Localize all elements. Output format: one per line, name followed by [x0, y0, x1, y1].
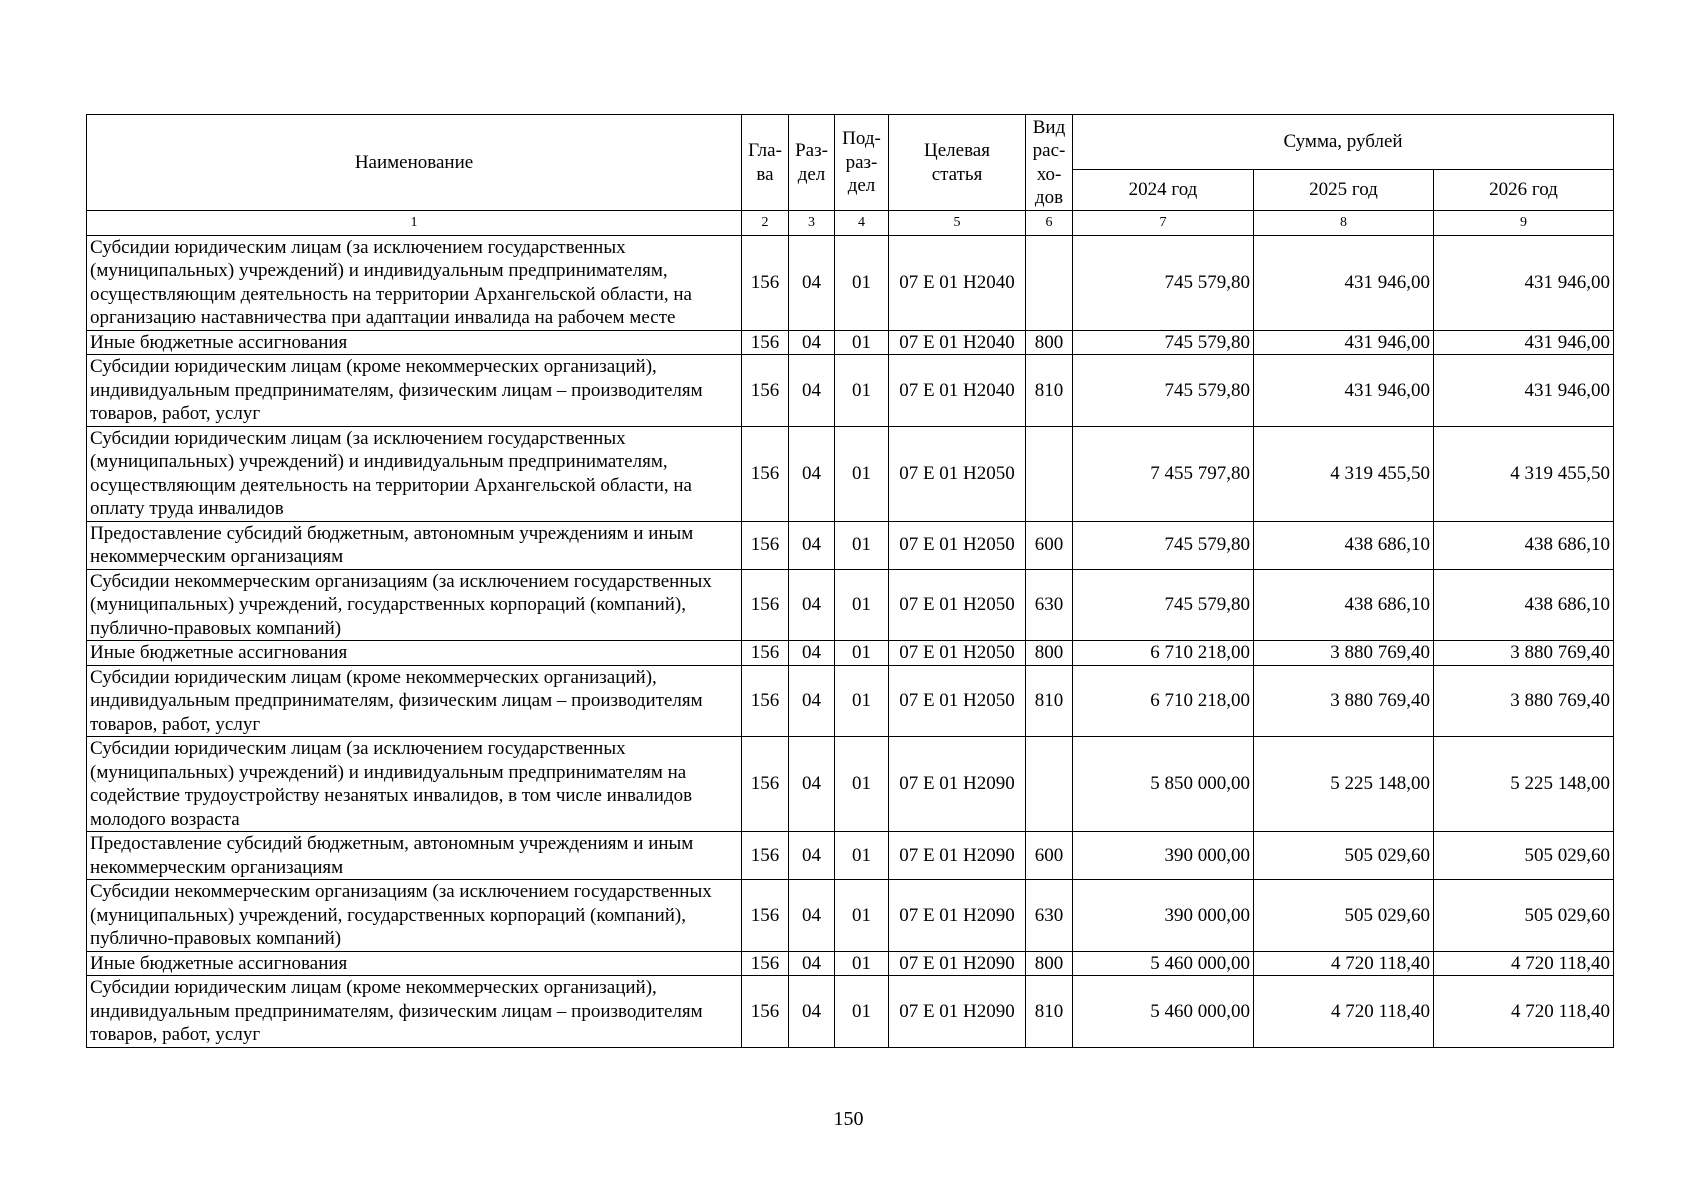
row-amount-2026: 4 720 118,40	[1434, 951, 1614, 976]
row-vid: 800	[1026, 330, 1073, 355]
column-number: 4	[835, 211, 889, 236]
row-name: Предоставление субсидий бюджетным, автономным учреждениям и иным некоммерческим организациям	[87, 521, 742, 569]
row-amount-2025: 431 946,00	[1254, 355, 1434, 427]
row-amount-2024: 390 000,00	[1073, 832, 1254, 880]
header-razdel: Раз- дел	[789, 115, 835, 211]
header-podrazdel: Под- раз- дел	[835, 115, 889, 211]
row-amount-2026: 431 946,00	[1434, 355, 1614, 427]
row-glava: 156	[742, 521, 789, 569]
row-amount-2026: 505 029,60	[1434, 832, 1614, 880]
row-amount-2024: 390 000,00	[1073, 880, 1254, 952]
row-target: 07 Е 01 Н2090	[889, 951, 1026, 976]
row-amount-2024: 745 579,80	[1073, 355, 1254, 427]
row-amount-2024: 5 460 000,00	[1073, 976, 1254, 1048]
row-glava: 156	[742, 880, 789, 952]
row-name: Субсидии юридическим лицам (кроме некоммерческих организаций), индивидуальным предпринимателям, физическим лицам – производителям товаров, работ, услуг	[87, 976, 742, 1048]
row-target: 07 Е 01 Н2040	[889, 235, 1026, 330]
row-name: Субсидии юридическим лицам (за исключением государственных (муниципальных) учреждений) и индивидуальным предпринимателям на содействие трудоустройству незанятых инвалидов, в том числе инвалидов молодого возраста	[87, 737, 742, 832]
row-glava: 156	[742, 641, 789, 666]
row-target: 07 Е 01 Н2050	[889, 426, 1026, 521]
row-podrazdel: 01	[835, 976, 889, 1048]
row-razdel: 04	[789, 737, 835, 832]
row-amount-2026: 431 946,00	[1434, 235, 1614, 330]
table-row	[87, 737, 1614, 832]
row-vid: 810	[1026, 355, 1073, 427]
row-razdel: 04	[789, 832, 835, 880]
row-amount-2024: 745 579,80	[1073, 330, 1254, 355]
row-podrazdel: 01	[835, 641, 889, 666]
table-row	[87, 426, 1614, 521]
row-podrazdel: 01	[835, 235, 889, 330]
table-row	[87, 330, 1614, 355]
budget-table	[86, 114, 1614, 1048]
column-number: 3	[789, 211, 835, 236]
column-number: 2	[742, 211, 789, 236]
row-amount-2024: 6 710 218,00	[1073, 665, 1254, 737]
row-vid: 630	[1026, 880, 1073, 952]
row-amount-2024: 7 455 797,80	[1073, 426, 1254, 521]
row-amount-2025: 438 686,10	[1254, 569, 1434, 641]
row-glava: 156	[742, 330, 789, 355]
row-razdel: 04	[789, 641, 835, 666]
row-podrazdel: 01	[835, 426, 889, 521]
row-name: Иные бюджетные ассигнования	[87, 641, 742, 666]
row-podrazdel: 01	[835, 951, 889, 976]
table-body	[87, 235, 1614, 1047]
row-target: 07 Е 01 Н2090	[889, 737, 1026, 832]
row-razdel: 04	[789, 880, 835, 952]
row-podrazdel: 01	[835, 832, 889, 880]
row-target: 07 Е 01 Н2050	[889, 665, 1026, 737]
column-number: 9	[1434, 211, 1614, 236]
row-vid: 630	[1026, 569, 1073, 641]
page-number: 150	[833, 1108, 864, 1130]
table-row	[87, 641, 1614, 666]
row-amount-2025: 431 946,00	[1254, 330, 1434, 355]
row-glava: 156	[742, 832, 789, 880]
row-target: 07 Е 01 Н2040	[889, 330, 1026, 355]
header-name: Наименование	[87, 115, 742, 211]
row-podrazdel: 01	[835, 737, 889, 832]
row-amount-2026: 431 946,00	[1434, 330, 1614, 355]
row-vid: 600	[1026, 521, 1073, 569]
row-amount-2025: 4 319 455,50	[1254, 426, 1434, 521]
row-name: Субсидии юридическим лицам (за исключением государственных (муниципальных) учреждений) и индивидуальным предпринимателям, осуществляющим деятельность на территории Архангельской области, на организацию наставничества при адаптации инвалида на рабочем месте	[87, 235, 742, 330]
row-razdel: 04	[789, 665, 835, 737]
row-name: Иные бюджетные ассигнования	[87, 951, 742, 976]
header-2024: 2024 год	[1073, 170, 1254, 211]
table-row	[87, 976, 1614, 1048]
row-target: 07 Е 01 Н2090	[889, 976, 1026, 1048]
table-row	[87, 235, 1614, 330]
row-amount-2025: 431 946,00	[1254, 235, 1434, 330]
table-row	[87, 569, 1614, 641]
row-name: Субсидии юридическим лицам (кроме некоммерческих организаций), индивидуальным предпринимателям, физическим лицам – производителям товаров, работ, услуг	[87, 355, 742, 427]
row-target: 07 Е 01 Н2050	[889, 641, 1026, 666]
row-glava: 156	[742, 355, 789, 427]
header-glava: Гла- ва	[742, 115, 789, 211]
row-vid: 810	[1026, 665, 1073, 737]
table-row	[87, 355, 1614, 427]
row-target: 07 Е 01 Н2050	[889, 569, 1026, 641]
column-number: 1	[87, 211, 742, 236]
table-row	[87, 951, 1614, 976]
column-number: 7	[1073, 211, 1254, 236]
row-razdel: 04	[789, 569, 835, 641]
row-glava: 156	[742, 951, 789, 976]
column-number: 5	[889, 211, 1026, 236]
row-amount-2025: 505 029,60	[1254, 832, 1434, 880]
row-name: Иные бюджетные ассигнования	[87, 330, 742, 355]
row-razdel: 04	[789, 976, 835, 1048]
row-name: Субсидии юридическим лицам (кроме некоммерческих организаций), индивидуальным предпринимателям, физическим лицам – производителям товаров, работ, услуг	[87, 665, 742, 737]
column-number: 6	[1026, 211, 1073, 236]
row-glava: 156	[742, 569, 789, 641]
row-amount-2025: 5 225 148,00	[1254, 737, 1434, 832]
row-glava: 156	[742, 665, 789, 737]
row-amount-2025: 505 029,60	[1254, 880, 1434, 952]
header-vid: Вид рас- хо- дов	[1026, 115, 1073, 211]
row-vid	[1026, 426, 1073, 521]
row-podrazdel: 01	[835, 569, 889, 641]
row-vid	[1026, 235, 1073, 330]
column-numbers-row	[87, 211, 1614, 236]
row-podrazdel: 01	[835, 521, 889, 569]
row-target: 07 Е 01 Н2090	[889, 832, 1026, 880]
table-row	[87, 832, 1614, 880]
row-podrazdel: 01	[835, 330, 889, 355]
row-amount-2025: 3 880 769,40	[1254, 665, 1434, 737]
row-amount-2024: 5 850 000,00	[1073, 737, 1254, 832]
row-podrazdel: 01	[835, 880, 889, 952]
row-name: Субсидии юридическим лицам (за исключением государственных (муниципальных) учреждений) и индивидуальным предпринимателям, осуществляющим деятельность на территории Архангельской области, на оплату труда инвалидов	[87, 426, 742, 521]
row-amount-2024: 745 579,80	[1073, 521, 1254, 569]
row-razdel: 04	[789, 235, 835, 330]
header-2026: 2026 год	[1434, 170, 1614, 211]
row-amount-2026: 438 686,10	[1434, 569, 1614, 641]
row-target: 07 Е 01 Н2040	[889, 355, 1026, 427]
row-vid: 600	[1026, 832, 1073, 880]
row-amount-2024: 745 579,80	[1073, 569, 1254, 641]
row-podrazdel: 01	[835, 355, 889, 427]
row-amount-2024: 745 579,80	[1073, 235, 1254, 330]
row-glava: 156	[742, 426, 789, 521]
row-target: 07 Е 01 Н2050	[889, 521, 1026, 569]
row-amount-2024: 5 460 000,00	[1073, 951, 1254, 976]
row-name: Субсидии некоммерческим организациям (за исключением государственных (муниципальных) учреждений, государственных корпораций (компаний), публично-правовых компаний)	[87, 880, 742, 952]
row-glava: 156	[742, 976, 789, 1048]
table-row	[87, 880, 1614, 952]
row-glava: 156	[742, 737, 789, 832]
header-2025: 2025 год	[1254, 170, 1434, 211]
row-amount-2026: 438 686,10	[1434, 521, 1614, 569]
row-vid: 810	[1026, 976, 1073, 1048]
row-amount-2025: 4 720 118,40	[1254, 951, 1434, 976]
header-target: Целевая статья	[889, 115, 1026, 211]
row-vid: 800	[1026, 641, 1073, 666]
row-glava: 156	[742, 235, 789, 330]
row-amount-2025: 438 686,10	[1254, 521, 1434, 569]
row-amount-2026: 3 880 769,40	[1434, 641, 1614, 666]
row-target: 07 Е 01 Н2090	[889, 880, 1026, 952]
row-amount-2026: 3 880 769,40	[1434, 665, 1614, 737]
row-amount-2025: 4 720 118,40	[1254, 976, 1434, 1048]
row-amount-2025: 3 880 769,40	[1254, 641, 1434, 666]
row-name: Субсидии некоммерческим организациям (за исключением государственных (муниципальных) учреждений, государственных корпораций (компаний), публично-правовых компаний)	[87, 569, 742, 641]
row-razdel: 04	[789, 426, 835, 521]
row-vid: 800	[1026, 951, 1073, 976]
row-amount-2026: 505 029,60	[1434, 880, 1614, 952]
row-name: Предоставление субсидий бюджетным, автономным учреждениям и иным некоммерческим организациям	[87, 832, 742, 880]
row-vid	[1026, 737, 1073, 832]
row-amount-2024: 6 710 218,00	[1073, 641, 1254, 666]
row-razdel: 04	[789, 330, 835, 355]
row-razdel: 04	[789, 951, 835, 976]
row-amount-2026: 4 720 118,40	[1434, 976, 1614, 1048]
row-podrazdel: 01	[835, 665, 889, 737]
column-number: 8	[1254, 211, 1434, 236]
row-razdel: 04	[789, 355, 835, 427]
row-amount-2026: 4 319 455,50	[1434, 426, 1614, 521]
row-razdel: 04	[789, 521, 835, 569]
header-sum: Сумма, рублей	[1073, 115, 1614, 170]
table-row	[87, 521, 1614, 569]
row-amount-2026: 5 225 148,00	[1434, 737, 1614, 832]
table-row	[87, 665, 1614, 737]
